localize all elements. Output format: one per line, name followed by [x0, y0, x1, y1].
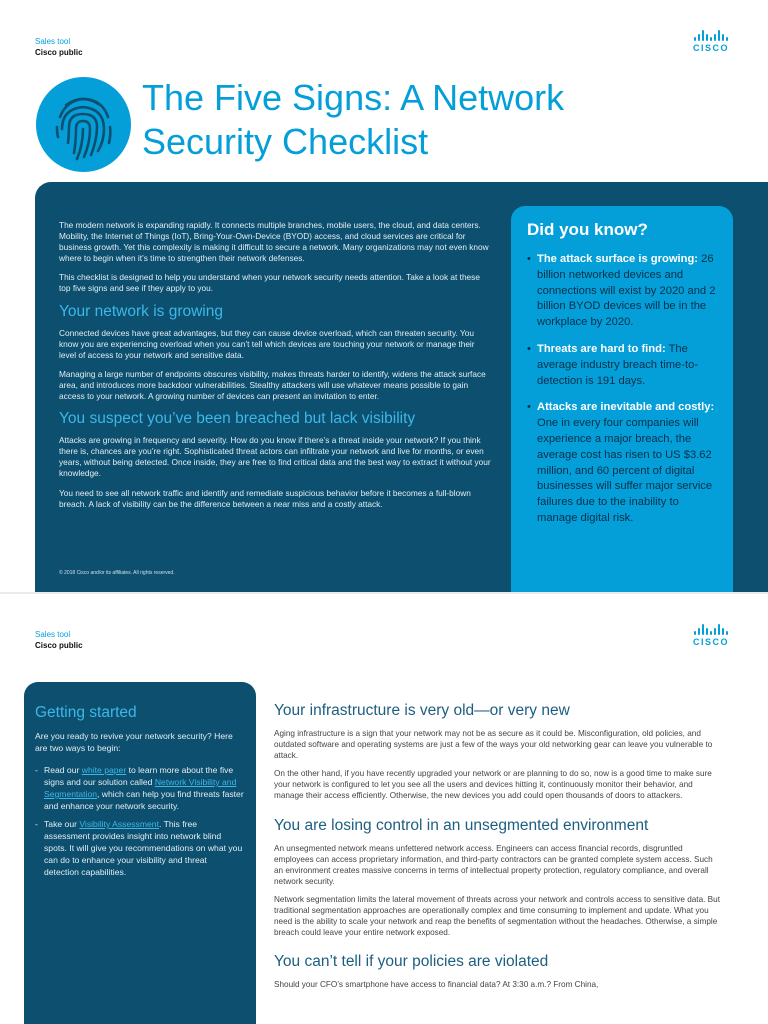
cisco-logo — [690, 30, 732, 54]
list-item — [35, 818, 244, 878]
list-item — [35, 764, 244, 812]
main-content-panel — [35, 182, 768, 592]
meta-cisco-public: Cisco public — [35, 48, 83, 57]
getting-started-intro: Are you ready to revive your network security? Here are two ways to begin: — [35, 731, 233, 753]
nvs-link[interactable]: Network Visibility and Segmentation — [44, 777, 237, 799]
doc-meta — [35, 629, 83, 651]
text-span: , which can help you find threats faster and enhance your network security. — [44, 789, 244, 811]
section-heading-unsegmented: You are losing control in an unsegmented environment — [274, 816, 649, 834]
text-span: to learn more about the five signs and our solution called — [44, 765, 234, 787]
fact-heading: Threats are hard to find: — [537, 342, 666, 355]
section-heading-growing: Your network is growing — [59, 302, 223, 320]
fact-text: One in every four companies will experience a major breach, the average cost has risen to US $3.62 million, and 60 percent of digital businesses will suffer major service failures due to the inability to manage digital risk. — [537, 417, 713, 524]
text-span: Take our — [44, 819, 80, 829]
page-2 — [0, 594, 768, 1024]
fact-text: The average industry breach time-to-detection is 191 days. — [537, 342, 699, 387]
cisco-logo-bars-icon — [690, 624, 732, 635]
list-item — [527, 342, 717, 389]
infrastructure-paragraph-2: On the other hand, if you have recently upgraded your network or are planning to do so, now is a good time to make sure your network is configured to let you see all the users and devices hitting it, continuously monitor their behavior, and manage their access efficiently. Otherwise, the new devices you add could open thousands of doors to attackers. — [274, 769, 712, 801]
white-paper-link[interactable]: white paper — [81, 765, 127, 775]
list-item — [527, 252, 717, 331]
unsegmented-paragraph-1: An unsegmented network means unfettered network access. Engineers can access financial records, disgruntled employees can access proprietary information, and third-party contractors can be granted complete system access. Such an environment creates massive concerns in terms of intellectual property protection, regulatory compliance, and overall network security. — [274, 843, 713, 886]
cisco-logo — [690, 624, 732, 648]
infrastructure-paragraph-1: Aging infrastructure is a sign that your network may not be as secure as it could be. Misconfiguration, old policies, and outdated software and operating systems are just a few of the ways your old networking gear can leave you vulnerable to attack. — [274, 729, 713, 761]
fingerprint-icon — [36, 77, 131, 172]
copyright-notice: © 2018 Cisco and/or its affiliates. All rights reserved. — [59, 570, 175, 576]
meta-cisco-public: Cisco public — [35, 641, 83, 650]
page-title — [142, 76, 742, 164]
text-span: . This free assessment provides insight into network blind spots. It will give you recommendations on what you can do to enhance your visibility and threat detection capabilities. — [44, 819, 243, 877]
growing-paragraph-1: Connected devices have great advantages, but they can cause device overload, which can threaten security. You know you are experiencing overload when you can’t tell which devices are touching your network or manage their level of access to your network and sensitive data. — [59, 327, 475, 360]
getting-started-list — [35, 764, 244, 878]
section-heading-breached: You suspect you’ve been breached but lack visibility — [59, 410, 416, 428]
getting-started-panel — [24, 682, 256, 1024]
title-line-1: The Five Signs: A Network — [142, 77, 565, 118]
intro-paragraph-2: This checklist is designed to help you understand when your network security needs attention. Take a look at these top five signs and see if they apply to you. — [59, 272, 480, 294]
section-heading-infrastructure: Your infrastructure is very old—or very new — [274, 702, 570, 719]
did-you-know-sidebar — [511, 206, 733, 594]
breached-paragraph-1: Attacks are growing in frequency and severity. How do you know if there’s a threat inside your network? If you think there is, chances are you’re right. Sophisticated threat actors can infiltrate your network and live for months, or even years, without being detected. Once inside, they are free to find critical data and the best way to extract it without your knowledge. — [59, 435, 491, 479]
main-text-column — [59, 220, 491, 518]
growing-paragraph-2: Managing a large number of endpoints obscures visibility, makes threats harder to identify, widens the attack surface area, and introduces more backdoor vulnerabilities. Stealthy attackers will use whatever means possible to gain access to your network. A growing number of devices can present an invitation to enter. — [59, 368, 486, 402]
right-text-column — [274, 702, 724, 997]
meta-sales-tool: Sales tool — [35, 37, 71, 46]
fact-text: 26 billion networked devices and connections will exist by 2020 and 2 billion BYOD devices will be in the workplace by 2020. — [537, 253, 716, 329]
cisco-logo-bars-icon — [690, 30, 732, 41]
getting-started-title: Getting started — [35, 704, 137, 721]
section-heading-policies: You can’t tell if your policies are violated — [274, 953, 549, 971]
did-you-know-title: Did you know? — [527, 220, 648, 239]
intro-paragraph-1: The modern network is expanding rapidly. It connects multiple branches, mobile users, the cloud, and data centers. Mobility, the Internet of Things (IoT), Bring-Your-Own-Device (BYOD) access, and cloud services are critical for business growth. Yet this complexity is making it difficult to secure a network. Many organizations may not even know where to begin when it’s time to strengthen their network defenses. — [59, 220, 489, 264]
visibility-assessment-link[interactable]: Visibility Assessment — [79, 819, 159, 829]
text-span: Read our — [44, 765, 82, 775]
fact-heading: The attack surface is growing: — [537, 253, 699, 265]
did-you-know-list — [527, 252, 717, 527]
cisco-logo-text: CISCO — [692, 43, 729, 53]
cisco-logo-text: CISCO — [692, 637, 729, 647]
doc-meta — [35, 36, 83, 58]
title-line-2: Security Checklist — [142, 121, 429, 162]
breached-paragraph-2: You need to see all network traffic and identify and remediate suspicious behavior before it becomes a full-blown breach. A lack of visibility can be the difference between a near miss and a costly attack. — [59, 487, 471, 509]
unsegmented-paragraph-2: Network segmentation limits the lateral movement of threats across your network and controls access to sensitive data. But traditional segmentation approaches are operationally complex and time consuming to implement and update. What you need is the ability to scale your network and reap the benefits of segmentation without the headaches. Otherwise, a simple breach could leave your entire network exposed. — [274, 894, 720, 938]
policies-paragraph-1: Should your CFO’s smartphone have access to financial data? At 3:30 a.m.? From China, — [274, 980, 599, 990]
meta-sales-tool: Sales tool — [35, 630, 71, 639]
list-item — [527, 400, 717, 526]
fact-heading: Attacks are inevitable and costly: — [537, 401, 715, 414]
